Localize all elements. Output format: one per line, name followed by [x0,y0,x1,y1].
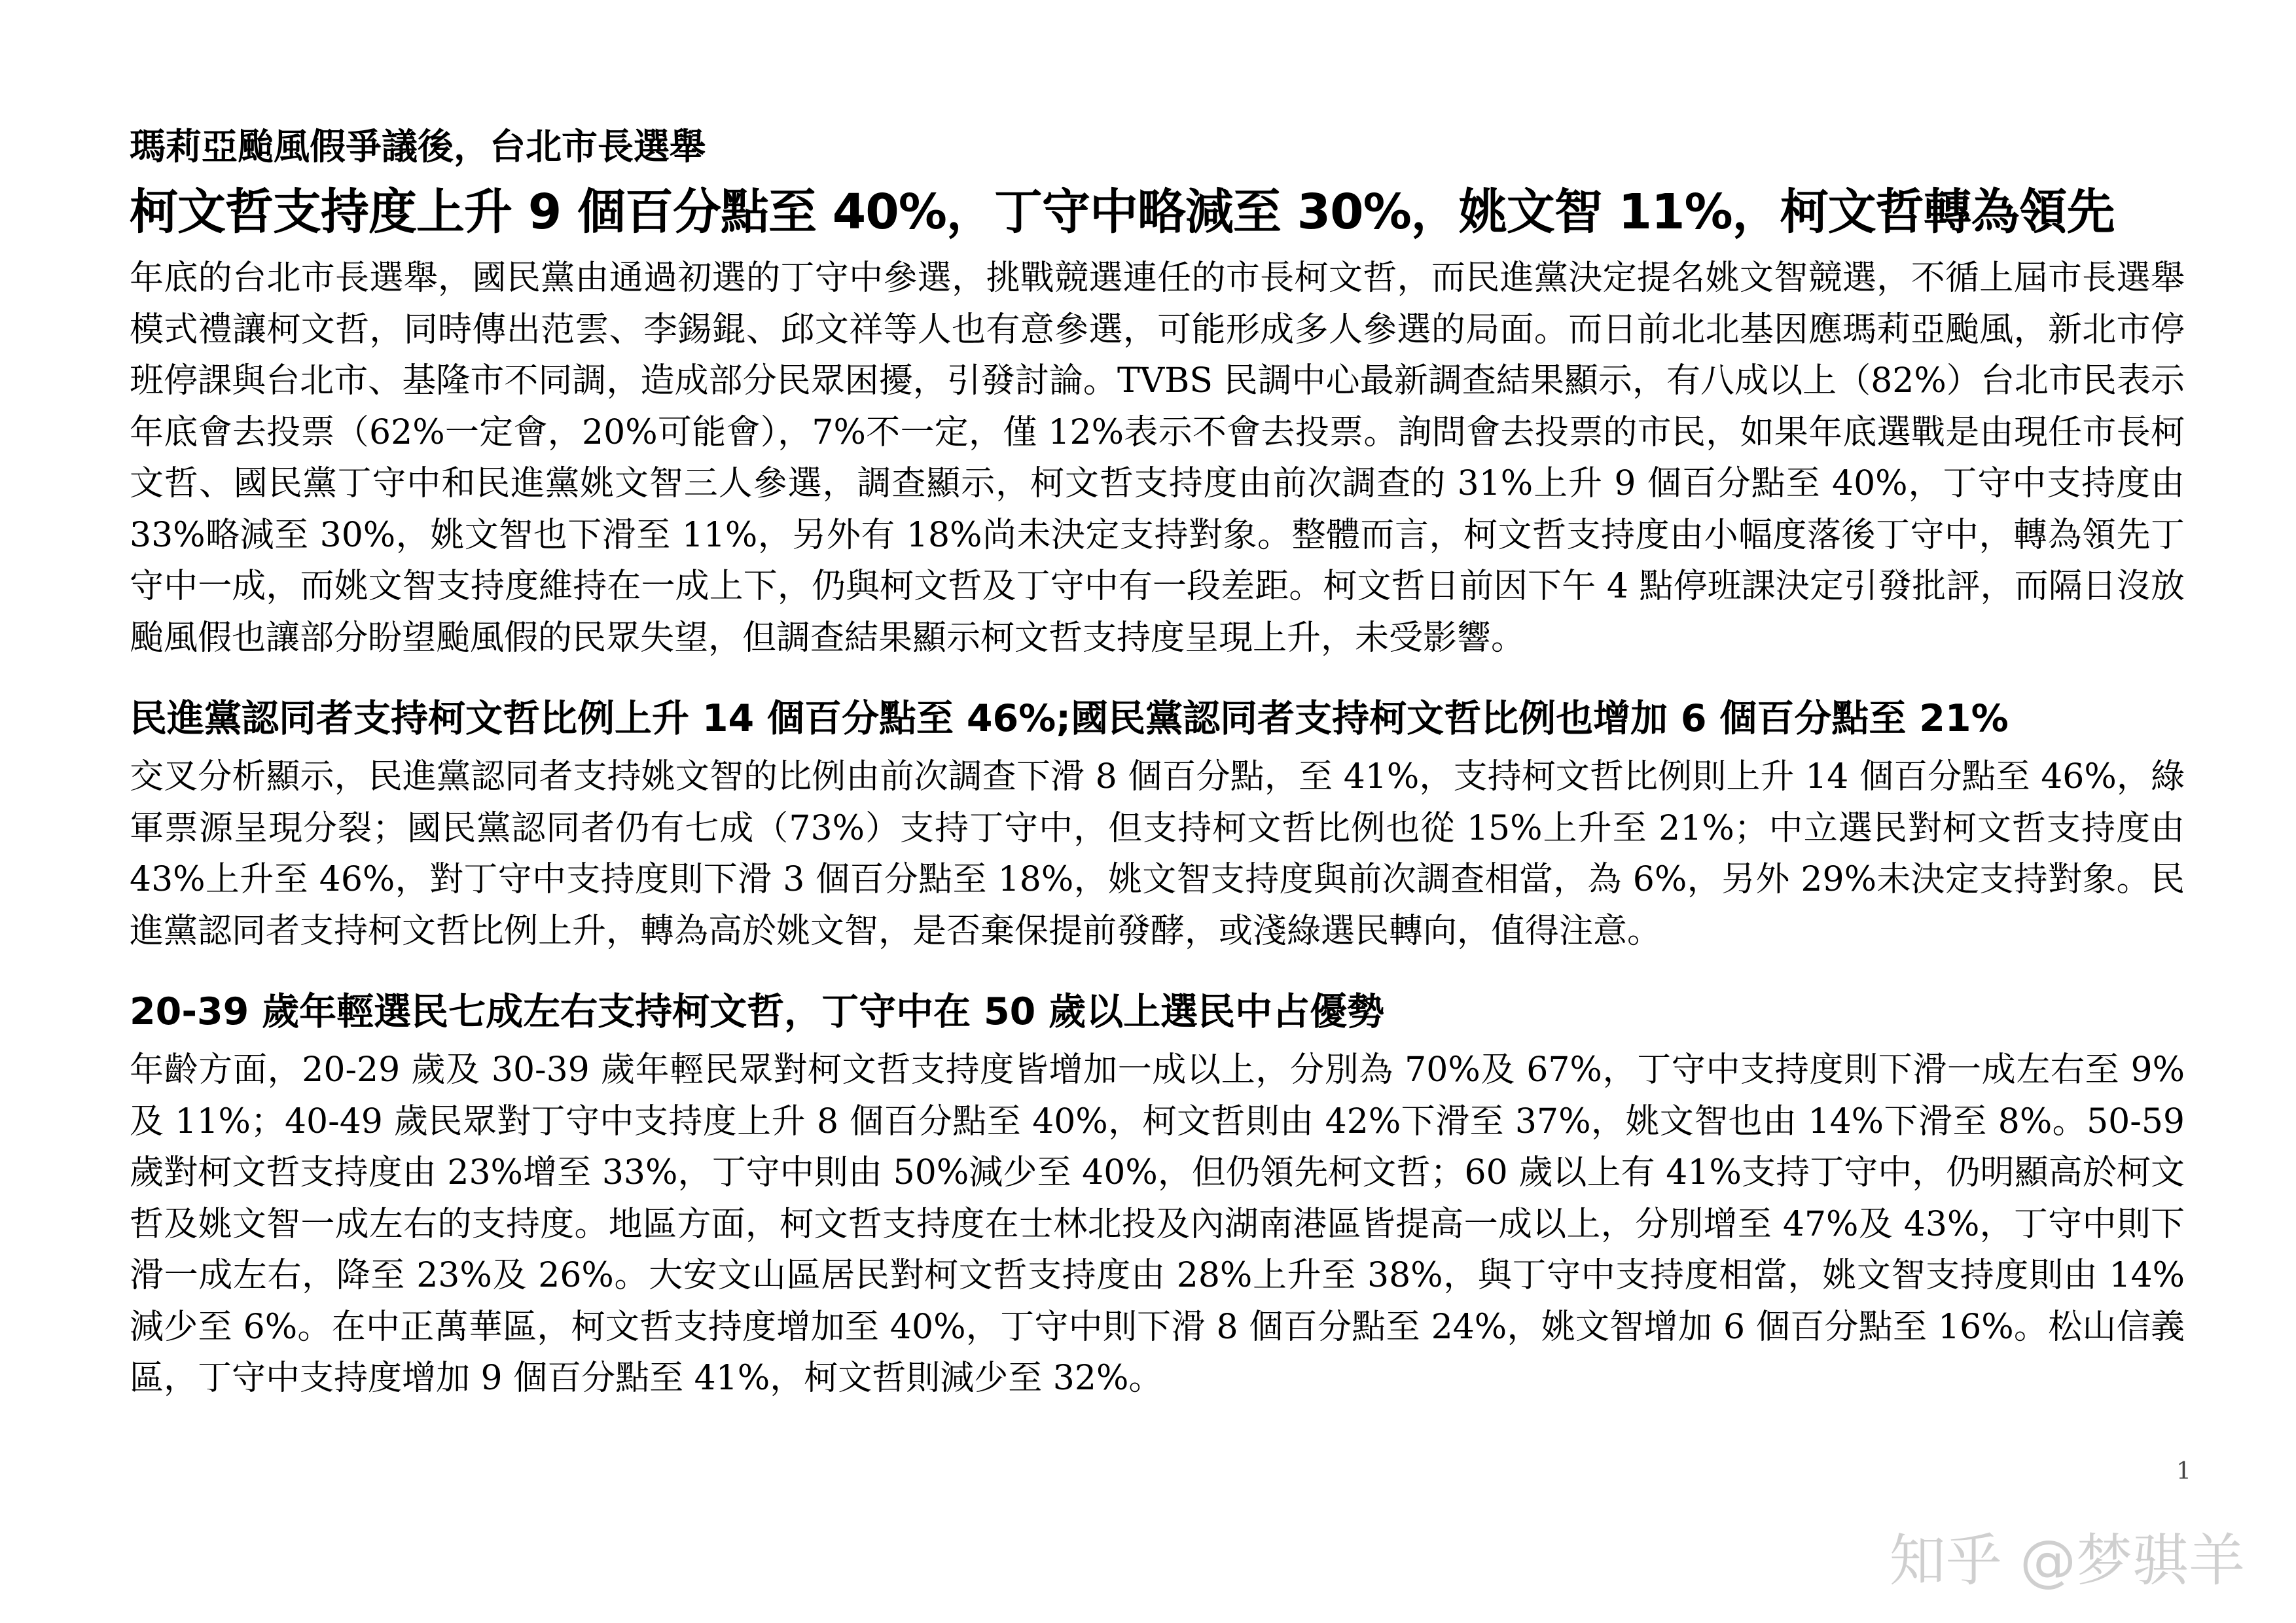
intro-paragraph: 年底的台北市長選舉，國民黨由通過初選的丁守中參選，挑戰競選連任的市長柯文哲，而民進黨決定提名姚文智競選，不循上屆市長選舉模式禮讓柯文哲，同時傳出范雲、李錫錕、邱文祥等人也有意參選，可能形成多人參選的局面。而日前北北基因應瑪莉亞颱風，新北市停班停課與台北市、基隆市不同調，造成部分民眾困擾，引發討論。TVBS 民調中心最新調查結果顯示，有八成以上（82%）台北市民表示年底會去投票（62%一定會，20%可能會），7%不一定，僅 12%表示不會去投票。詢問會去投票的市民，如果年底選戰是由現任市長柯文哲、國民黨丁守中和民進黨姚文智三人參選，調查顯示，柯文哲支持度由前次調查的 31%上升 9 個百分點至 40%，丁守中支持度由 33%略減至 30%，姚文智也下滑至 11%，另外有 18%尚未決定支持對象。整體而言，柯文哲支持度由小幅度落後丁守中，轉為領先丁守中一成，而姚文智支持度維持在一成上下，仍與柯文哲及丁守中有一段差距。柯文哲日前因下午 4 點停班課決定引發批評，而隔日沒放颱風假也讓部分盼望颱風假的民眾失望，但調查結果顯示柯文哲支持度呈現上升，未受影響。 [130,259,2185,658]
document-page [130,116,2185,1404]
party-section-paragraph: 交叉分析顯示，民進黨認同者支持姚文智的比例由前次調查下滑 8 個百分點，至 41%，支持柯文哲比例則上升 14 個百分點至 46%，綠軍票源呈現分裂；國民黨認同者仍有七成（73%）支持丁守中，但支持柯文哲比例也從 15%上升至 21%；中立選民對柯文哲支持度由 43%上升至 46%，對丁守中支持度則下滑 3 個百分點至 18%，姚文智支持度與前次調查相當，為 6%，另外 29%未決定支持對象。民進黨認同者支持柯文哲比例上升，轉為高於姚文智，是否棄保提前發酵，或淺綠選民轉向，值得注意。 [130,757,2185,951]
article-kicker: 瑪莉亞颱風假爭議後，台北市長選舉 [130,126,706,168]
article-headline: 柯文哲支持度上升 9 個百分點至 40%，丁守中略減至 30%，姚文智 11%，柯文哲轉為領先 [130,184,2115,240]
age-section-paragraph: 年齡方面，20-29 歲及 30-39 歲年輕民眾對柯文哲支持度皆增加一成以上，分別為 70%及 67%，丁守中支持度則下滑一成左右至 9%及 11%；40-49 歲民眾對丁守中支持度上升 8 個百分點至 40%，柯文哲則由 42%下滑至 37%，姚文智也由 14%下滑至 8%。50-59 歲對柯文哲支持度由 23%增至 33%，丁守中則由 50%減少至 40%，但仍領先柯文哲；60 歲以上有 41%支持丁守中，仍明顯高於柯文哲及姚文智一成左右的支持度。地區方面，柯文哲支持度在士林北投及內湖南港區皆提高一成以上，分別增至 47%及 43%，丁守中則下滑一成左右，降至 23%及 26%。大安文山區居民對柯文哲支持度由 28%上升至 38%，與丁守中支持度相當，姚文智支持度則由 14%減少至 6%。在中正萬華區，柯文哲支持度增加至 40%，丁守中則下滑 8 個百分點至 24%，姚文智增加 6 個百分點至 16%。松山信義區，丁守中支持度增加 9 個百分點至 41%，柯文哲則減少至 32%。 [130,1050,2185,1398]
page-number: 1 [2176,1458,2191,1485]
age-section-heading: 20-39 歲年輕選民七成左右支持柯文哲，丁守中在 50 歲以上選民中占優勢 [130,990,1385,1033]
party-section-heading: 民進黨認同者支持柯文哲比例上升 14 個百分點至 46%;國民黨認同者支持柯文哲比例也增加 6 個百分點至 21% [130,697,2009,740]
zhihu-watermark: 知乎 @梦骐羊 [1889,1528,2245,1594]
